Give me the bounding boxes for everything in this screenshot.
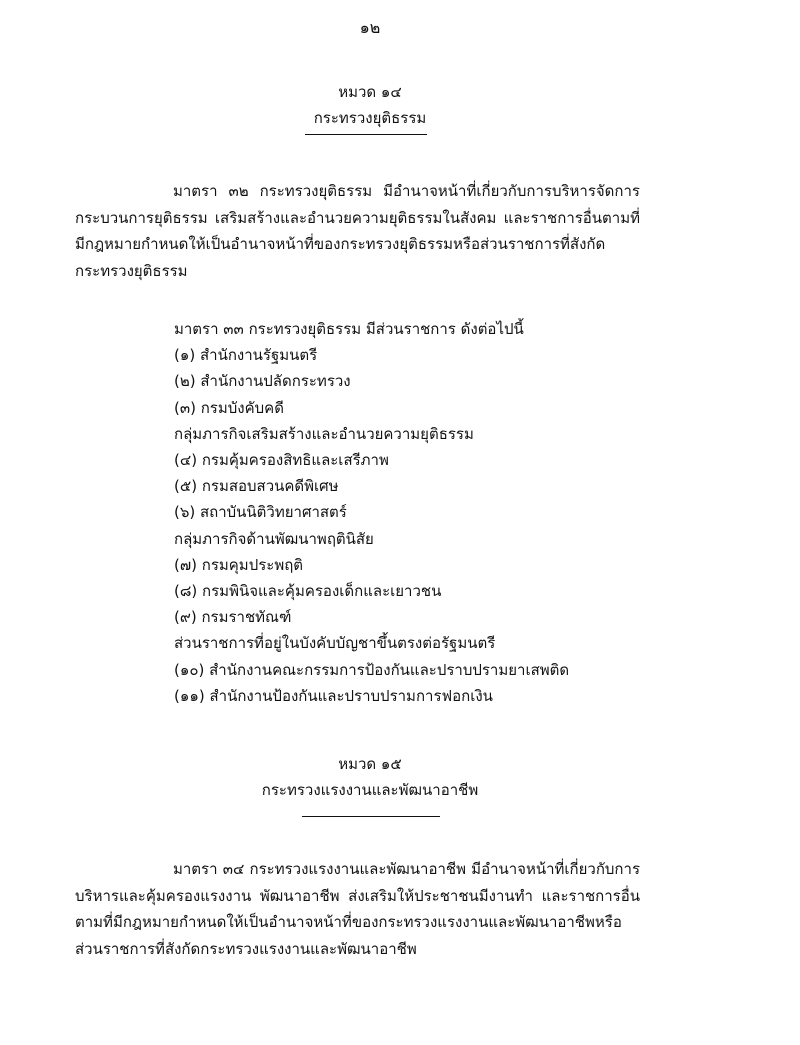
chapter-15-underline <box>302 816 440 817</box>
list-item: (๓) กรมบังคับคดี <box>174 398 284 417</box>
section-32-text: มาตรา ๓๒ กระทรวงยุติธรรม มีอำนาจหน้าที่เกี่ยวกับการบริหารจัดการกระบวนการยุติธรรม เสริมสร้างและอำนวยความยุติธรรมในสังคม และราชการอื่นตามที่มีกฎหมายกำหนดให้เป็นอำนาจหน้าที่ของกระทรวงยุติธรรมหรือส่วนราชการที่สังกัดกระทรวงยุติธรรม <box>75 182 640 280</box>
list-item: (๑) สำนักงานรัฐมนตรี <box>174 346 318 365</box>
group-heading: กลุ่มภารกิจด้านพัฒนาพฤตินิสัย <box>174 529 374 548</box>
list-item: (๕) กรมสอบสวนคดีพิเศษ <box>174 477 339 496</box>
list-item: (๒) สำนักงานปลัดกระทรวง <box>174 372 351 391</box>
section-34-paragraph <box>75 856 640 962</box>
section-33-intro: มาตรา ๓๓ กระทรวงยุติธรรม มีส่วนราชการ ดังต่อไปนี้ <box>174 320 524 338</box>
section-33-list <box>174 316 594 709</box>
list-item: (๙) กรมราชทัณฑ์ <box>174 608 292 627</box>
list-item: (๑๑) สำนักงานป้องกันและปราบปรามการฟอกเงิน <box>174 686 493 705</box>
list-item: (๖) สถาบันนิติวิทยาศาสตร์ <box>174 503 347 522</box>
list-item: (๑๐) สำนักงานคณะกรรมการป้องกันและปราบปรามยาเสพติด <box>174 660 570 679</box>
section-32-paragraph <box>75 178 640 284</box>
list-item: (๗) กรมคุมประพฤติ <box>174 555 304 574</box>
page-number: ๑๒ <box>359 18 381 37</box>
list-item: (๔) กรมคุ้มครองสิทธิและเสรีภาพ <box>174 451 389 470</box>
section-34-text: มาตรา ๓๔ กระทรวงแรงงานและพัฒนาอาชีพ มีอำนาจหน้าที่เกี่ยวกับการบริหารและคุ้มครองแรงงาน พัฒนาอาชีพ ส่งเสริมให้ประชาชนมีงานทำ และราชการอื่นตามที่มีกฎหมายกำหนดให้เป็นอำนาจหน้าที่ของกระทรวงแรงงานและพัฒนาอาชีพหรือส่วนราชการที่สังกัดกระทรวงแรงงานและพัฒนาอาชีพ <box>75 860 640 958</box>
chapter-14-ministry: กระทรวงยุติธรรม <box>313 109 427 127</box>
list-item: (๘) กรมพินิจและคุ้มครองเด็กและเยาวชน <box>174 582 442 601</box>
chapter-14-heading: หมวด ๑๔ <box>338 83 402 101</box>
chapter-15-ministry: กระทรวงแรงงานและพัฒนาอาชีพ <box>261 781 479 799</box>
group-heading: ส่วนราชการที่อยู่ในบังคับบัญชาขึ้นตรงต่อรัฐมนตรี <box>174 634 496 653</box>
group-heading: กลุ่มภารกิจเสริมสร้างและอำนวยความยุติธรรม <box>174 424 474 443</box>
chapter-14-underline <box>305 134 427 135</box>
chapter-15-heading: หมวด ๑๕ <box>338 755 402 773</box>
